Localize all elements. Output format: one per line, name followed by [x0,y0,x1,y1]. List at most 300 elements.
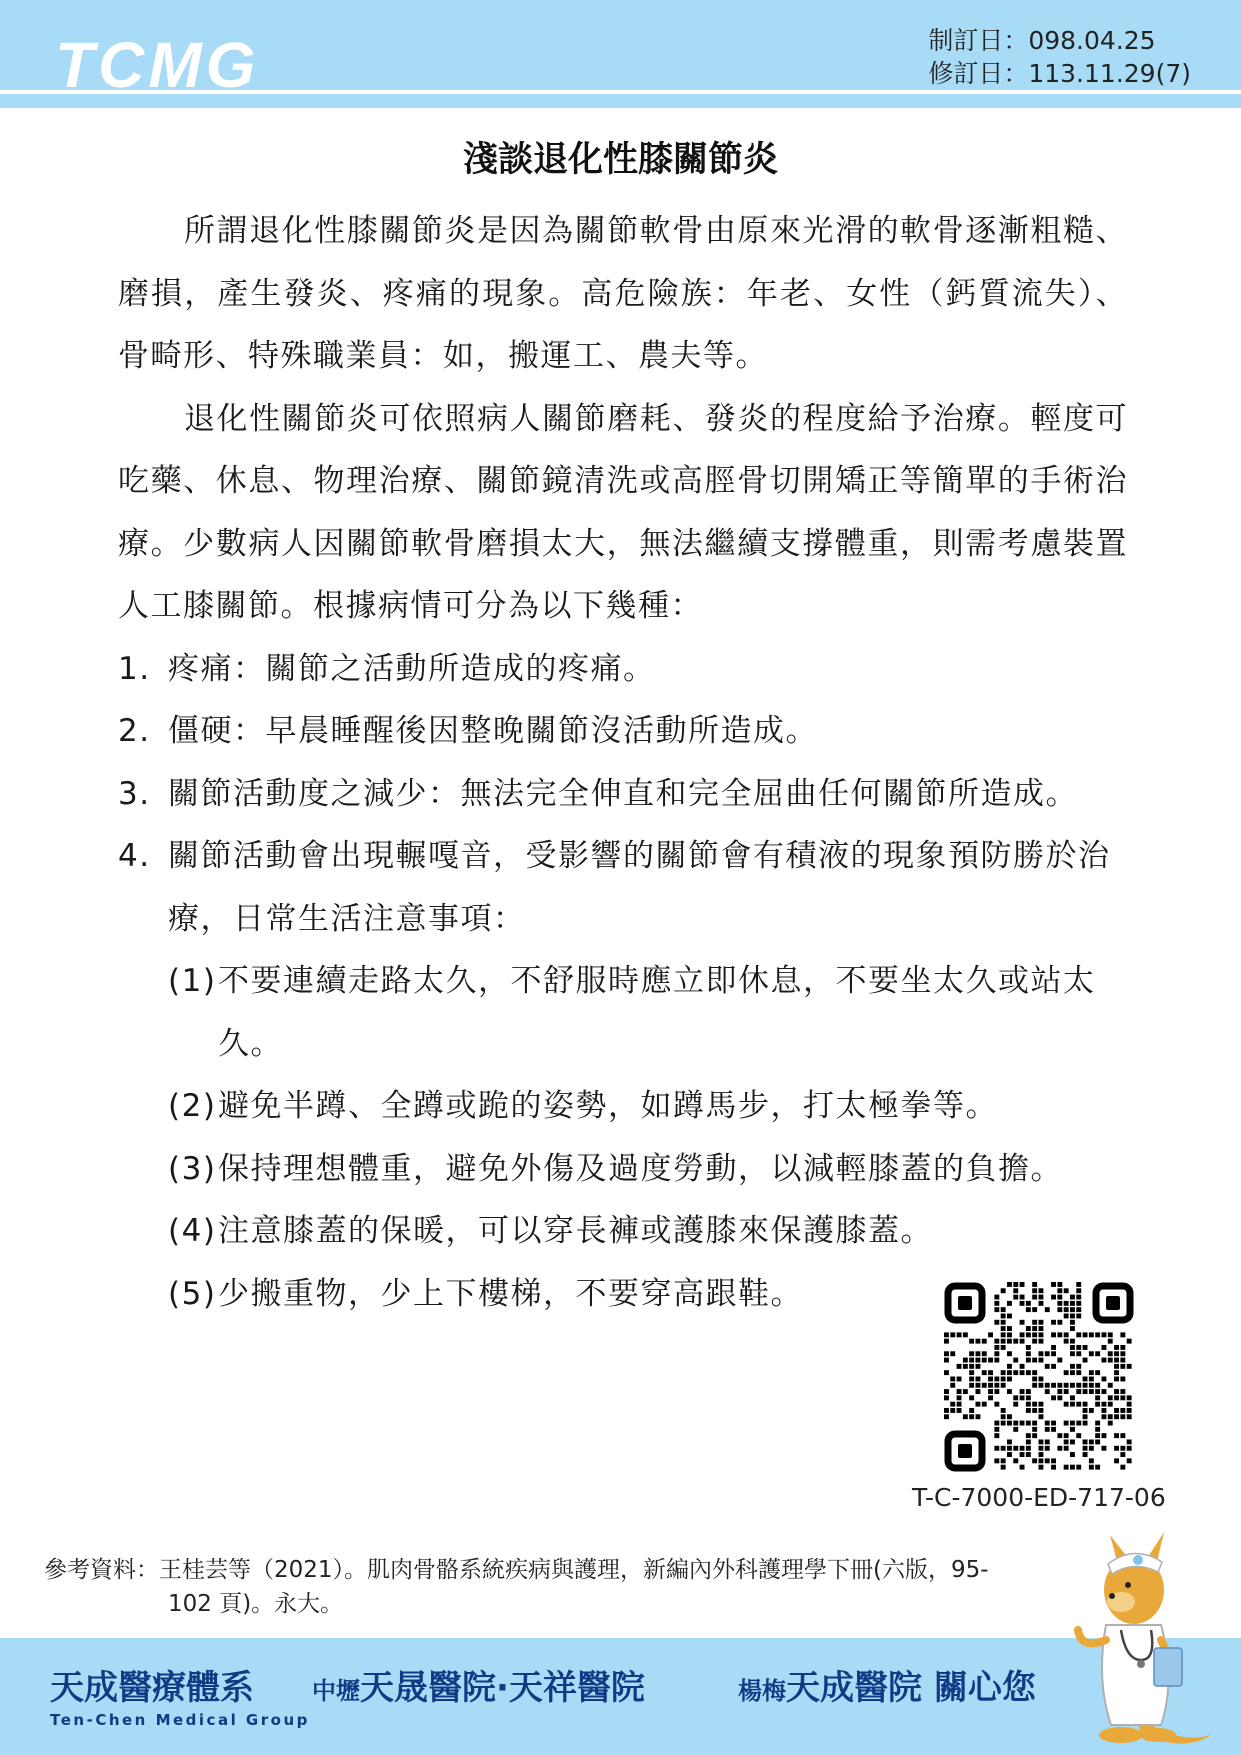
qr-module [1095,1402,1100,1407]
qr-module [963,1332,968,1337]
qr-module [944,1408,949,1413]
qr-module [994,1433,999,1438]
qr-module [1013,1402,1018,1407]
qr-module [1114,1351,1119,1356]
qr-module [1076,1421,1081,1426]
qr-module [1051,1320,1056,1325]
qr-module [1083,1408,1088,1413]
qr-module [1127,1395,1132,1400]
qr-module [1001,1288,1006,1293]
qr-module [1108,1351,1113,1356]
qr-module [1020,1446,1025,1451]
qr-module [969,1370,974,1375]
qr-module [1057,1433,1062,1438]
qr-module [1070,1307,1075,1312]
qr-module [957,1402,962,1407]
sublist-item [168,950,1128,1075]
qr-module [1064,1301,1069,1306]
qr-module [1039,1301,1044,1306]
qr-module [1032,1383,1037,1388]
qr-module [1095,1421,1100,1426]
footer-hospitals-yangmei [738,1660,1036,1709]
list-text: 僵硬：早晨睡醒後因整晚關節沒活動所造成。 [168,713,818,749]
symptom-list [118,638,1128,1326]
qr-module [1057,1395,1062,1400]
qr-module [1057,1282,1062,1287]
qr-module [944,1358,949,1363]
qr-module [1007,1339,1012,1344]
qr-module [1114,1408,1119,1413]
qr-module [957,1408,962,1413]
qr-module [1057,1307,1062,1312]
qr-module [1127,1446,1132,1451]
qr-module [1051,1282,1056,1287]
qr-module [1032,1326,1037,1331]
qr-module [1102,1377,1107,1382]
qr-module [1013,1288,1018,1293]
qr-module [944,1395,949,1400]
qr-module [1045,1364,1050,1369]
tcmg-logo: TCMG [55,29,260,101]
qr-module [1108,1339,1113,1344]
qr-module [1114,1364,1119,1369]
qr-module [950,1377,955,1382]
qr-module [1057,1288,1062,1293]
qr-module [1032,1433,1037,1438]
qr-module [1120,1408,1125,1413]
qr-module [1114,1446,1119,1451]
qr-module [994,1320,999,1325]
qr-module [1032,1307,1037,1312]
sublist-item [168,1200,1128,1263]
qr-module [1032,1370,1037,1375]
qr-module [1020,1332,1025,1337]
qr-module [1032,1408,1037,1413]
paragraph-intro: 所謂退化性膝關節炎是因為關節軟骨由原來光滑的軟骨逐漸粗糙、磨損，產生發炎、疼痛的現象。高危險族：年老、女性（鈣質流失）、骨畸形、特殊職業員：如，搬運工、農夫等。 [118,213,1128,374]
qr-module [982,1402,987,1407]
qr-module [963,1364,968,1369]
qr-module [1076,1389,1081,1394]
qr-module [1007,1446,1012,1451]
qr-module [1020,1370,1025,1375]
qr-module [1127,1402,1132,1407]
qr-module [1114,1414,1119,1419]
qr-module [988,1377,993,1382]
sublist-text: 注意膝蓋的保暖，可以穿長褲或護膝來保護膝蓋。 [218,1213,933,1249]
qr-module [1070,1452,1075,1457]
qr-module [1076,1288,1081,1293]
qr-module [994,1389,999,1394]
qr-module [1001,1314,1006,1319]
created-date: 制訂日：098.04.25 [928,26,1156,55]
qr-module [1051,1458,1056,1463]
qr-module [1051,1383,1056,1388]
care-slogan: 關心您 [933,1668,1036,1708]
qr-module [1007,1414,1012,1419]
qr-code[interactable] [944,1282,1134,1472]
qr-module [1120,1364,1125,1369]
qr-module [1013,1421,1018,1426]
qr-module [1020,1320,1025,1325]
qr-module [976,1383,981,1388]
qr-module [1076,1402,1081,1407]
qr-module [1070,1421,1075,1426]
qr-module [1007,1389,1012,1394]
qr-module [1102,1389,1107,1394]
list-number: 4. [118,838,151,874]
qr-module [1020,1282,1025,1287]
qr-module [1070,1351,1075,1356]
qr-module [1083,1402,1088,1407]
qr-module [1083,1452,1088,1457]
qr-module [1045,1421,1050,1426]
qr-module [950,1402,955,1407]
qr-module [1007,1332,1012,1337]
reference-citation [44,1553,1074,1621]
qr-module [1045,1307,1050,1312]
qr-module [1064,1465,1069,1470]
qr-module [1007,1452,1012,1457]
qr-module [1095,1395,1100,1400]
qr-module [1039,1465,1044,1470]
sublist-item [168,1075,1128,1138]
qr-module [1013,1370,1018,1375]
qr-module [1057,1332,1062,1337]
qr-module [1108,1402,1113,1407]
qr-module [1120,1446,1125,1451]
qr-module [1102,1414,1107,1419]
kangaroo-doctor-mascot [1066,1530,1216,1755]
qr-module [1070,1345,1075,1350]
qr-module [1045,1427,1050,1432]
qr-module [1083,1440,1088,1445]
qr-module [1039,1408,1044,1413]
qr-module [1083,1446,1088,1451]
qr-module [1070,1427,1075,1432]
qr-module [1076,1465,1081,1470]
qr-module [1114,1370,1119,1375]
qr-module [1007,1377,1012,1382]
document-code: T-C-7000-ED-717-06 [912,1483,1166,1512]
qr-module [1102,1345,1107,1350]
qr-module [1120,1358,1125,1363]
qr-module [994,1301,999,1306]
qr-module [1102,1332,1107,1337]
qr-module [994,1339,999,1344]
qr-module [994,1427,999,1432]
qr-module [1020,1295,1025,1300]
header-bar [0,0,1241,108]
qr-module [1070,1440,1075,1445]
qr-module [1089,1351,1094,1356]
qr-module [1120,1465,1125,1470]
qr-module [1013,1458,1018,1463]
qr-module [1102,1402,1107,1407]
qr-module [1095,1433,1100,1438]
footer-brand-english: Ten-Chen Medical Group [50,1711,310,1729]
list-text: 疼痛：關節之活動所造成的疼痛。 [168,650,656,687]
qr-module [1032,1339,1037,1344]
qr-module [1076,1433,1081,1438]
sublist-number: (3) [168,1150,217,1187]
qr-module [1102,1358,1107,1363]
qr-module [1032,1288,1037,1293]
qr-module [944,1332,949,1337]
qr-module [1039,1383,1044,1388]
qr-module [988,1358,993,1363]
qr-module [1026,1351,1031,1356]
qr-module [1070,1383,1075,1388]
qr-module [1039,1320,1044,1325]
qr-module [1095,1383,1100,1388]
qr-module [1032,1320,1037,1325]
qr-module [1039,1326,1044,1331]
qr-module [1057,1446,1062,1451]
qr-module [957,1364,962,1369]
qr-module [1095,1351,1100,1356]
qr-module [1007,1351,1012,1356]
qr-module [1032,1402,1037,1407]
list-number: 3. [118,775,151,812]
qr-module [1026,1307,1031,1312]
qr-module [1095,1440,1100,1445]
qr-module [1108,1414,1113,1419]
qr-module [1051,1345,1056,1350]
qr-module [1095,1332,1100,1337]
qr-module [1114,1458,1119,1463]
qr-module [1120,1414,1125,1419]
qr-module [1120,1389,1125,1394]
qr-module [957,1332,962,1337]
qr-module [1064,1339,1069,1344]
list-item [118,638,1128,701]
qr-module [1045,1383,1050,1388]
revised-date: 修訂日：113.11.29(7) [928,59,1191,88]
qr-module [976,1351,981,1356]
qr-module [1089,1465,1094,1470]
qr-module [1013,1427,1018,1432]
qr-module [1039,1414,1044,1419]
qr-module [1026,1440,1031,1445]
qr-module [982,1358,987,1363]
qr-module [1020,1395,1025,1400]
qr-module [1032,1377,1037,1382]
qr-module [963,1358,968,1363]
qr-module [1039,1288,1044,1293]
qr-module [1064,1389,1069,1394]
qr-module [1032,1358,1037,1363]
qr-module [1070,1395,1075,1400]
qr-module [1026,1402,1031,1407]
qr-module [994,1458,999,1463]
qr-module [1051,1332,1056,1337]
qr-module [1070,1320,1075,1325]
qr-module [1076,1307,1081,1312]
qr-module [1001,1458,1006,1463]
qr-module [1102,1446,1107,1451]
qr-module [1114,1345,1119,1350]
qr-module [1001,1332,1006,1337]
qr-module [1127,1440,1132,1445]
qr-module [1095,1427,1100,1432]
qr-module [1045,1440,1050,1445]
qr-module [1051,1427,1056,1432]
qr-module [969,1383,974,1388]
qr-module [1095,1370,1100,1375]
qr-module [1039,1446,1044,1451]
qr-module [1039,1440,1044,1445]
qr-module [1026,1433,1031,1438]
qr-module [1095,1465,1100,1470]
location-zhongli: 中壢 [312,1677,360,1705]
qr-module [1032,1421,1037,1426]
qr-module [1083,1383,1088,1388]
qr-module [1089,1440,1094,1445]
qr-module [1120,1395,1125,1400]
location-yangmei: 楊梅 [738,1677,786,1705]
qr-module [957,1377,962,1382]
qr-module [1020,1421,1025,1426]
footer-brand-name: 天成醫療體系 [50,1668,254,1708]
qr-module [1007,1421,1012,1426]
qr-module [1064,1440,1069,1445]
qr-module [1083,1389,1088,1394]
qr-module [1108,1332,1113,1337]
qr-module [1089,1458,1094,1463]
footer-bar [0,1638,1241,1755]
paragraph-treatment: 退化性關節炎可依照病人關節磨耗、發炎的程度給予治療。輕度可吃藥、休息、物理治療、關節鏡清洗或高脛骨切開矯正等簡單的手術治療。少數病人因關節軟骨磨損太大，無法繼續支撐體重，則需考慮裝置人工膝關節。根據病情可分為以下幾種： [118,400,1128,624]
qr-module [1039,1351,1044,1356]
qr-module [1108,1358,1113,1363]
qr-module [1045,1458,1050,1463]
sublist-number: (2) [168,1088,217,1124]
qr-module [1026,1408,1031,1413]
qr-module [944,1414,949,1419]
footer-hospitals-zhongli [312,1660,645,1709]
qr-module [994,1307,999,1312]
qr-module [1001,1370,1006,1375]
qr-module [1070,1314,1075,1319]
list-text: 關節活動會出現輾嘎音，受影響的關節會有積液的現象預防勝於治療，日常生活注意事項： [168,838,1111,937]
qr-module [988,1370,993,1375]
qr-module [976,1402,981,1407]
qr-module [1026,1421,1031,1426]
qr-module [1001,1377,1006,1382]
qr-module [1120,1351,1125,1356]
qr-module [1001,1421,1006,1426]
qr-module [1127,1414,1132,1419]
qr-module [1026,1370,1031,1375]
qr-module [1001,1345,1006,1350]
qr-module [1064,1314,1069,1319]
qr-module [1001,1446,1006,1451]
qr-module [1045,1389,1050,1394]
qr-module [976,1339,981,1344]
qr-module [1076,1314,1081,1319]
hospital-name-2: 天成醫院 [786,1668,922,1708]
qr-module [1001,1408,1006,1413]
qr-module [963,1389,968,1394]
qr-module [1083,1345,1088,1350]
qr-module [988,1383,993,1388]
qr-module [1070,1301,1075,1306]
qr-module [1007,1314,1012,1319]
qr-module [1076,1383,1081,1388]
qr-module [1120,1377,1125,1382]
qr-module [1057,1358,1062,1363]
qr-module [1039,1458,1044,1463]
qr-module [1007,1440,1012,1445]
qr-module [976,1364,981,1369]
sublist-number: (1) [168,963,217,999]
qr-module [988,1389,993,1394]
qr-module [1089,1389,1094,1394]
qr-module [976,1389,981,1394]
qr-module [1070,1402,1075,1407]
qr-module [1127,1458,1132,1463]
qr-module [1064,1370,1069,1375]
qr-module [1114,1389,1119,1394]
qr-module [1070,1465,1075,1470]
qr-module [944,1351,949,1356]
qr-module [1076,1364,1081,1369]
qr-module [1026,1332,1031,1337]
qr-module [1102,1433,1107,1438]
qr-module [950,1383,955,1388]
qr-module [969,1414,974,1419]
qr-module [1120,1433,1125,1438]
qr-module [1083,1421,1088,1426]
precautions-list [168,950,1128,1325]
qr-module [982,1370,987,1375]
qr-module [944,1370,949,1375]
qr-module [994,1295,999,1300]
qr-module [1013,1395,1018,1400]
qr-module [969,1395,974,1400]
qr-module [969,1358,974,1363]
qr-module [1083,1414,1088,1419]
reference-line-2: 102 頁)。永大。 [168,1591,344,1617]
sublist-number: (5) [168,1275,217,1312]
qr-module [1026,1446,1031,1451]
qr-module [994,1358,999,1363]
qr-module [1020,1364,1025,1369]
qr-module [1070,1339,1075,1344]
qr-module [1051,1421,1056,1426]
qr-module [1007,1364,1012,1369]
qr-module [944,1389,949,1394]
qr-module [1001,1465,1006,1470]
qr-module [1114,1395,1119,1400]
qr-module [1089,1377,1094,1382]
sublist-text: 保持理想體重，避免外傷及過度勞動，以減輕膝蓋的負擔。 [218,1150,1063,1187]
qr-module [1013,1282,1018,1287]
qr-module [1108,1383,1113,1388]
sublist-text: 不要連續走路太久，不舒服時應立即休息，不要坐太久或站太久。 [218,963,1096,1062]
qr-module [1064,1288,1069,1293]
list-number: 2. [118,713,151,749]
qr-module [1026,1301,1031,1306]
qr-module [1013,1358,1018,1363]
qr-module [1039,1377,1044,1382]
qr-module [1076,1345,1081,1350]
qr-module [1007,1370,1012,1375]
qr-module [1032,1295,1037,1300]
reference-line-1: 參考資料：王桂芸等（2021）。肌肉骨骼系統疾病與護理，新編內外科護理學下冊(六版，95- [44,1557,989,1583]
qr-module [1001,1339,1006,1344]
qr-module [1039,1358,1044,1363]
qr-module [994,1383,999,1388]
